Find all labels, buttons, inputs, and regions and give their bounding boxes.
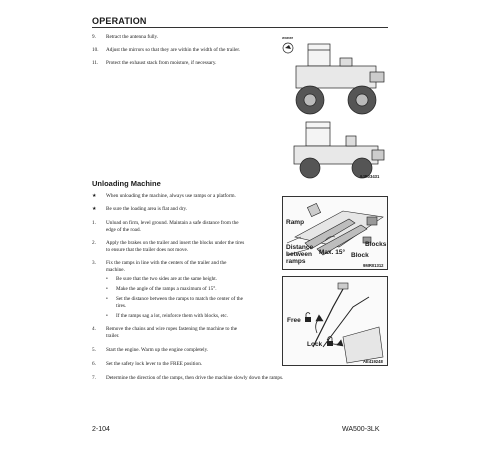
note-1 <box>92 193 282 200</box>
step-text-line: Unload on firm, level ground. Maintain a safe distance from the <box>106 220 239 226</box>
label-lock: Lock <box>307 341 323 348</box>
step-2 <box>92 240 282 254</box>
unlock-icon <box>305 313 311 323</box>
note-2 <box>92 206 282 213</box>
sub-bullet-2 <box>106 286 282 293</box>
step-number: 2. <box>92 240 96 246</box>
note-text: When unloading the machine, always use ramps or a platform. <box>106 193 236 199</box>
label-angle: Max. 15° <box>319 249 346 256</box>
step-text-line: Fix the ramps in line with the centers of the trailer and the <box>106 260 227 266</box>
step-9 <box>92 34 282 41</box>
step-text-line: Apply the brakes on the trailer and insert the blocks under the tires <box>106 240 245 246</box>
bullet-text-line: tires. <box>116 303 127 309</box>
figure-code: 9MR01312 <box>363 263 384 268</box>
step-number: 11. <box>92 60 99 66</box>
bullet-text: Make the angle of the ramps a maximum of 15°. <box>116 286 217 292</box>
step-number: 7. <box>92 375 96 381</box>
label-blocks: Blocks <box>365 241 387 248</box>
figure-badge: W03687 <box>282 36 294 40</box>
step-7 <box>92 375 392 382</box>
bullet-icon: • <box>106 276 108 282</box>
step-6 <box>92 361 282 368</box>
page-number: 2-104 <box>92 426 110 433</box>
step-text: Set the safety lock lever to the FREE position. <box>106 361 203 367</box>
step-number: 1. <box>92 220 96 226</box>
bullet-text: Be sure that the two sides are at the same height. <box>116 276 217 282</box>
model-code: WA500-3LK <box>342 426 380 433</box>
star-icon: ★ <box>92 206 97 212</box>
step-10 <box>92 47 282 54</box>
label-between: between <box>286 251 313 258</box>
bullet-text-line: Set the distance between the ramps to match the center of the <box>116 296 243 302</box>
step-4 <box>92 326 282 340</box>
step-number: 5. <box>92 347 96 353</box>
sub-bullet-1 <box>106 276 282 283</box>
label-ramp: Ramp <box>286 219 305 226</box>
step-text: Adjust the mirrors so that they are within the width of the trailer. <box>106 47 241 53</box>
sub-bullet-4 <box>106 313 282 320</box>
section-title: Unloading Machine <box>92 179 161 188</box>
step-text-line: trailer. <box>106 333 120 339</box>
step-text-line: machine. <box>106 267 125 273</box>
label-block: Block <box>351 252 369 259</box>
figure-code: AE419248 <box>363 359 383 364</box>
bullet-icon: • <box>106 296 108 302</box>
star-icon: ★ <box>92 193 97 199</box>
step-text-line: edge of the road. <box>106 227 141 233</box>
hand-pointer-icon <box>283 43 293 53</box>
lock-lever-figure <box>282 276 388 366</box>
note-text: Be sure the loading area is flat and dry. <box>106 206 188 212</box>
page-header: OPERATION <box>92 16 147 26</box>
label-free: Free <box>287 317 301 324</box>
sub-bullet-3 <box>106 296 282 310</box>
step-number: 9. <box>92 34 96 40</box>
step-text: Retract the antenna fully. <box>106 34 159 40</box>
step-text: Determine the direction of the ramps, then drive the machine slowly down the ramps. <box>106 375 284 381</box>
step-5 <box>92 347 282 354</box>
label-ramps: ramps <box>286 258 306 265</box>
wheel-loader-illustration <box>280 30 390 182</box>
step-number: 3. <box>92 260 96 266</box>
step-text-line: to ensure that the trailer does not move. <box>106 247 189 253</box>
step-number: 6. <box>92 361 96 367</box>
bullet-icon: • <box>106 286 108 292</box>
header-rule <box>92 27 388 28</box>
step-3 <box>92 260 282 274</box>
figure-code: 9JR03431 <box>360 174 380 179</box>
bullet-icon: • <box>106 313 108 319</box>
step-text: Protect the exhaust stack from moisture, if necessary. <box>106 60 217 66</box>
ramp-figure <box>282 196 388 270</box>
step-text: Start the engine. Warm up the engine completely. <box>106 347 209 353</box>
bullet-text: If the ramps sag a lot, reinforce them with blocks, etc. <box>116 313 228 319</box>
label-distance: Distance <box>286 244 314 251</box>
step-11 <box>92 60 282 67</box>
wheel-loader-figure <box>280 30 390 182</box>
step-text-line: Remove the chains and wire ropes fastening the machine to the <box>106 326 238 332</box>
step-number: 4. <box>92 326 96 332</box>
step-number: 10. <box>92 47 99 53</box>
step-1 <box>92 220 282 234</box>
